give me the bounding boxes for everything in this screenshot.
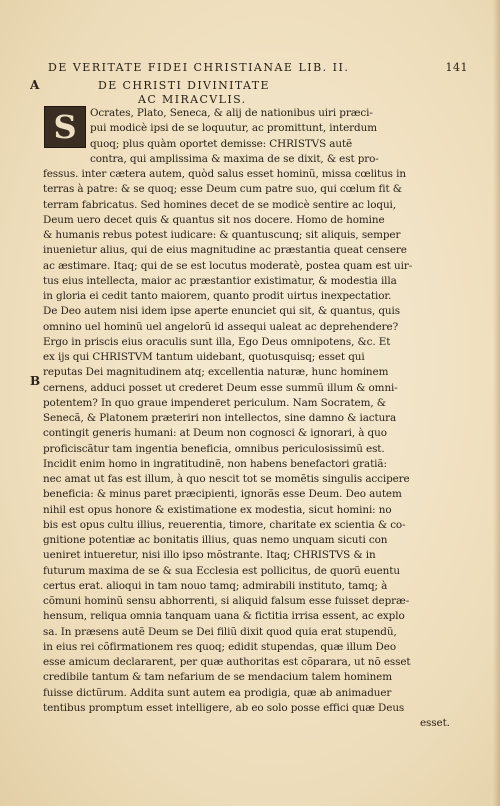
text-line: & humanis rebus potest iudicare: & quantuscunq; sit aliquis, semper bbox=[43, 229, 401, 241]
text-line: Senecã, & Platonem præteriri non intellectos, sine damno & iactura bbox=[43, 412, 397, 424]
page-number: 141 bbox=[445, 61, 468, 74]
text-line: fuisse dictũrum. Addita sunt autem ea prodigia, quæ ab animaduer bbox=[43, 686, 392, 699]
margin-letter-a: A bbox=[30, 78, 40, 92]
text-line: sa. In præsens autẽ Deum se Dei filiũ dixit quod quia erat stupendũ, bbox=[43, 625, 397, 638]
running-head-text: DE VERITATE FIDEI CHRISTIANAE LIB. II. bbox=[48, 61, 350, 74]
text-line: in eius rei cõfirmationem res quoq; edidit stupendas, quæ illum Deo bbox=[43, 640, 396, 653]
text-line: quoq; plus quàm oportet demisse: CHRISTVS autẽ bbox=[90, 137, 353, 150]
text-line: De Deo autem nisi idem ipse aperte enunciet qui sit, & quantus, quis bbox=[43, 305, 400, 318]
text-line: Ergo in priscis eius oraculis sunt illa, Ego Deus omnipotens, &c. Et bbox=[43, 335, 391, 348]
text-line: Incidit enim homo in ingratitudinẽ, non habens benefactori gratiã: bbox=[43, 457, 387, 470]
text-line: tus eius intellecta, maior ac præstantior existimatur, & modestia illa bbox=[43, 274, 397, 287]
text-line: in gloria ei cedit tanto maiorem, quanto prodit uirtus inexpectatior. bbox=[43, 290, 392, 302]
text-line: reputas Dei magnitudinem atq; excellentia naturæ, hunc hominem bbox=[43, 366, 389, 379]
text-line: Deum uero decet quis & quantus sit nos docere. Homo de homine bbox=[43, 213, 385, 226]
text-line: terras à patre: & se quoq; esse Deum cum patre suo, qui cœlum fit & bbox=[43, 183, 402, 196]
text-line: ueniret intueretur, nisi illo ipso mõstrante. Itaq; CHRISTVS & in bbox=[43, 549, 376, 562]
text-line: gnitione potentiæ ac bonitatis illius, quas nemo unquam sicuti con bbox=[43, 534, 388, 546]
chapter-title-line-2: AC MIRACVLIS. bbox=[138, 93, 247, 106]
initial-letter: S bbox=[53, 108, 77, 146]
text-line: contra, qui amplissima & maxima de se dixit, & est pro- bbox=[90, 152, 379, 165]
chapter-title bbox=[98, 79, 428, 107]
text-line: Ocrates, Plato, Seneca, & alij de nationibus uiri præci- bbox=[90, 107, 373, 119]
chapter-title-line-1: DE CHRISTI DIVINITATE bbox=[98, 79, 270, 92]
text-line: proficiscãtur tam ingentia beneficia, omnibus periculosissimũ est. bbox=[43, 442, 385, 455]
text-line: credibile tantum & tam nefarium de se mendacium talem hominem bbox=[43, 671, 392, 684]
text-line: futurum maxima de se & sua Ecclesia est pollicitus, de quorũ euentu bbox=[43, 564, 400, 577]
text-line: ex ijs qui CHRISTVM tantum uidebant, quotusquisq; esset qui bbox=[43, 351, 365, 363]
text-line: nihil est opus honore & existimatione ex modestia, sicut homini: no bbox=[43, 503, 392, 516]
text-line: terram fabricatus. Sed homines decet de se modicè sentire ac loqui, bbox=[43, 198, 396, 211]
running-head bbox=[48, 61, 468, 75]
text-line: cõmuni hominũ sensu abhorrenti, si aliquid falsum esse fuisset depræ- bbox=[43, 595, 410, 607]
text-line: potentem? In quo graue impenderet periculum. Nam Socratem, & bbox=[43, 396, 386, 409]
decorated-initial bbox=[44, 106, 86, 148]
text-line: hensum, reliqua omnia tanquam uana & fictitia irrisa essent, ac explo bbox=[43, 610, 405, 623]
text-line: tentibus promptum esset intelligere, ab eo solo posse effici quæ Deus bbox=[43, 701, 405, 714]
text-line: esset. bbox=[420, 717, 450, 729]
text-line: certus erat. alioqui in tam nouo tamq; admirabili instituto, tamq; à bbox=[43, 579, 388, 592]
text-line: fessus. inter cætera autem, quòd salus esset hominũ, missa cœlitus in bbox=[43, 168, 406, 180]
text-line: omnino uel hominũ uel angelorũ id assequi ualeat ac deprehendere? bbox=[43, 320, 399, 333]
text-line: nec amat ut fas est illum, à quo nescit tot se momẽtis singulis accipere bbox=[43, 473, 410, 485]
text-line: beneficia: & minus paret præcipienti, ignorãs esse Deum. Deo autem bbox=[43, 488, 402, 501]
margin-letter-b: B bbox=[30, 374, 41, 388]
text-line: inuenietur alius, qui de eius magnitudine ac præstantia queat censere bbox=[43, 244, 407, 257]
text-line: ac æstimare. Itaq; qui de se est locutus moderatè, postea quam est uir- bbox=[43, 259, 413, 272]
text-line: pui modicè ipsi de se loquutur, ac promittunt, interdum bbox=[90, 122, 377, 135]
text-line: contingit generis humani: at Deum non cognosci & ignorari, à quo bbox=[43, 427, 387, 440]
text-line: cernens, adduci posset ut crederet Deum esse summũ illum & omni- bbox=[43, 381, 398, 394]
text-line: esse amicum declararent, per quæ authoritas est cõparara, ut nõ esset bbox=[43, 656, 411, 668]
text-line: bis est opus cultu illius, reuerentia, timore, charitate ex scientia & co- bbox=[43, 518, 406, 531]
